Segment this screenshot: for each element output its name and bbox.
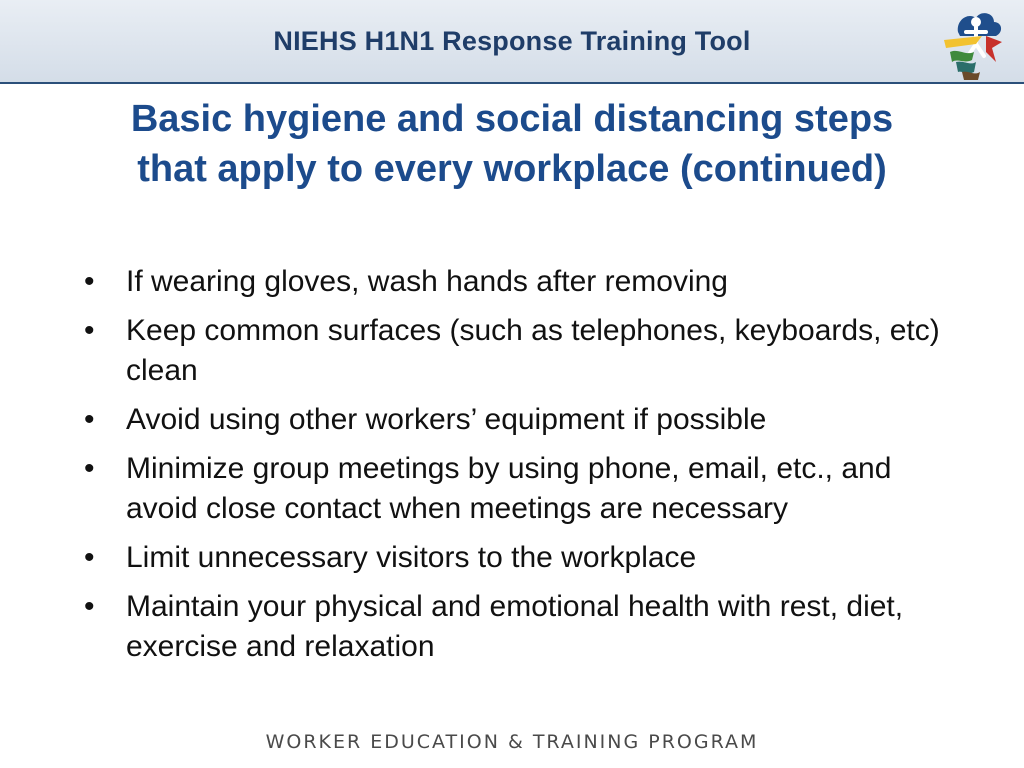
bullet-text: Avoid using other workers’ equipment if possible	[126, 403, 767, 436]
bullet-dot: •	[84, 590, 95, 623]
bullet-text: Minimize group meetings by using phone, email, etc., and avoid close contact when meetings are necessary	[126, 452, 892, 525]
header-divider	[0, 82, 1024, 84]
bullet-dot: •	[84, 403, 95, 436]
list-item	[82, 587, 962, 667]
bullet-text: If wearing gloves, wash hands after removing	[126, 265, 728, 298]
list-item	[82, 449, 962, 529]
bullet-list	[82, 262, 962, 676]
bullet-dot: •	[84, 314, 95, 347]
bullet-dot: •	[84, 541, 95, 574]
header-title: NIEHS H1N1 Response Training Tool	[273, 26, 751, 56]
list-item	[82, 400, 962, 440]
slide-title: Basic hygiene and social distancing steps that apply to every workplace (continued)	[130, 98, 894, 190]
bullet-text: Limit unnecessary visitors to the workplace	[126, 541, 697, 574]
footer-program-name: WORKER EDUCATION & TRAINING PROGRAM	[265, 731, 759, 753]
bullet-text: Maintain your physical and emotional health with rest, diet, exercise and relaxation	[126, 590, 904, 663]
bullet-text: Keep common surfaces (such as telephones, keyboards, etc) clean	[126, 314, 940, 387]
bullet-dot: •	[84, 265, 95, 298]
list-item	[82, 311, 962, 391]
list-item	[82, 262, 962, 302]
bullet-dot: •	[84, 452, 95, 485]
list-item	[82, 538, 962, 578]
niehs-logo-icon	[936, 6, 1008, 82]
